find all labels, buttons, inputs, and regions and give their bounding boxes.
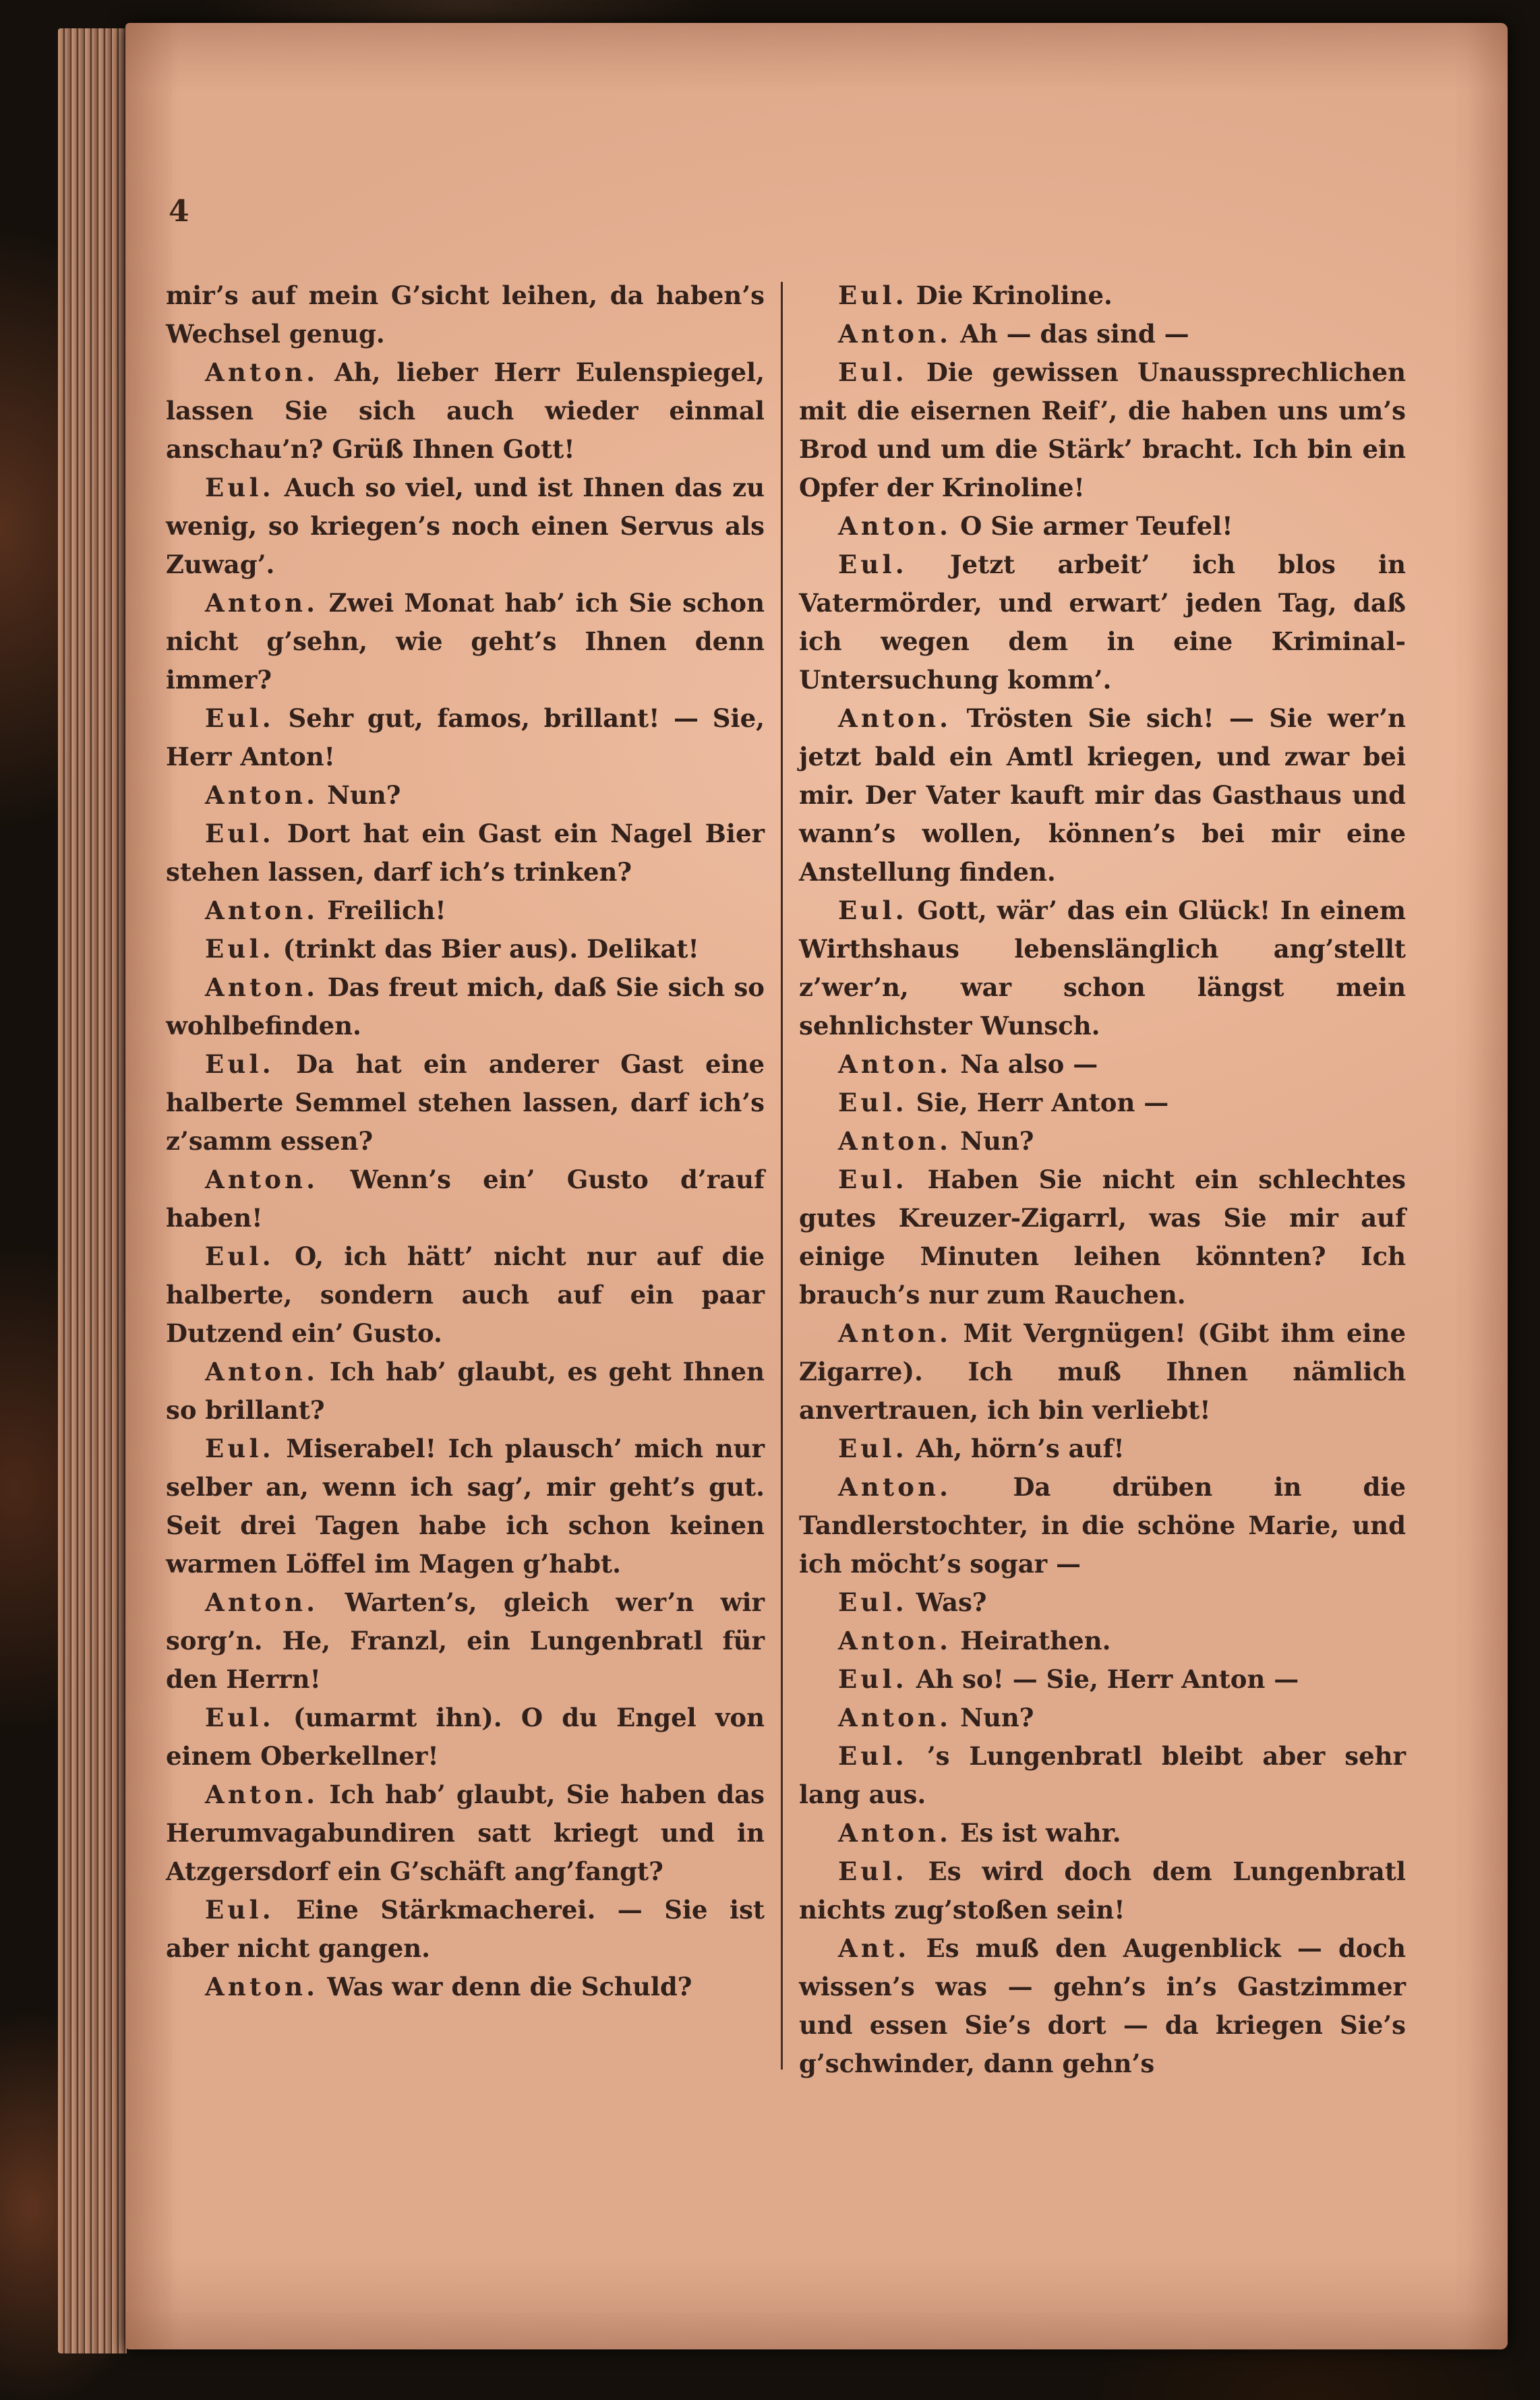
- paragraph: [799, 353, 1406, 507]
- speaker-label: Eul.: [838, 1434, 908, 1463]
- speaker-label: Anton.: [205, 780, 319, 810]
- paragraph-text: O, ich hätt’ nicht nur auf die halberte, sondern auch auf ein paar Dutzend ein’ Gusto.: [166, 1241, 765, 1348]
- speaker-label: Anton.: [205, 896, 319, 925]
- paragraph: [799, 1929, 1406, 2083]
- paragraph: [166, 1353, 765, 1430]
- paragraph-text: Haben Sie nicht ein schlechtes gutes Kreuzer-Zigarrl, was Sie mir auf einige Minuten leihen könnten? Ich brauch’s nur zum Rauchen.: [799, 1165, 1406, 1310]
- speaker-label: Eul.: [838, 1856, 908, 1886]
- paragraph-text: Nun?: [327, 780, 401, 810]
- speaker-label: Eul.: [838, 1165, 908, 1194]
- paragraph-text: Zwei Monat hab’ ich Sie schon nicht g’sehn, wie geht’s Ihnen denn immer?: [166, 588, 765, 695]
- column-divider: [781, 282, 783, 2070]
- speaker-label: Eul.: [838, 1587, 908, 1617]
- paragraph: [799, 1045, 1406, 1084]
- paragraph-text: Ich hab’ glaubt, Sie haben das Herumvagabundiren satt kriegt und in Atzgersdorf ein G’schäft ang’fangt?: [166, 1780, 765, 1886]
- paragraph-text: O Sie armer Teufel!: [960, 511, 1233, 541]
- speaker-label: Eul.: [205, 1434, 274, 1463]
- speaker-label: Ant.: [838, 1933, 910, 1963]
- paragraph: [166, 1430, 765, 1583]
- paragraph: [166, 1161, 765, 1237]
- paragraph-text: Die Krinoline.: [916, 281, 1113, 310]
- paragraph-text: Das freut mich, daß Sie sich so wohlbefinden.: [166, 972, 765, 1041]
- speaker-label: Anton.: [205, 1165, 319, 1194]
- speaker-label: Anton.: [838, 319, 952, 349]
- paragraph: [799, 315, 1406, 353]
- right-text-column: [799, 276, 1406, 2083]
- speaker-label: Eul.: [838, 896, 908, 925]
- paragraph: [799, 1660, 1406, 1699]
- paragraph: [166, 968, 765, 1045]
- paragraph-text: Es wird doch dem Lungenbratl nichts zug’stoßen sein!: [799, 1856, 1406, 1925]
- paragraph-text: Es muß den Augenblick — doch wissen’s was — gehn’s in’s Gastzimmer und essen Sie’s dort — da kriegen Sie’s g’schwinder, dann gehn’s: [799, 1933, 1406, 2078]
- paragraph-text: Trösten Sie sich! — Sie wer’n jetzt bald ein Amtl kriegen, und zwar bei mir. Der Vater kauft mir das Gasthaus und wann’s wollen, können’s bei mir eine Anstellung finden.: [799, 703, 1406, 887]
- paragraph: [799, 1583, 1406, 1622]
- paragraph-text: Warten’s, gleich wer’n wir sorg’n. He, Franzl, ein Lungenbratl für den Herrn!: [166, 1587, 765, 1694]
- paragraph-text: Wenn’s ein’ Gusto d’rauf haben!: [166, 1165, 765, 1233]
- paragraph-text: Jetzt arbeit’ ich blos in Vatermörder, und erwart’ jeden Tag, daß ich wegen dem in eine Kriminal-Untersuchung komm’.: [799, 550, 1406, 695]
- paragraph-text: Die gewissen Unaussprechlichen mit die eisernen Reif’, die haben uns um’s Brod und um die Stärk’ bracht. Ich bin ein Opfer der Krinoline!: [799, 357, 1406, 502]
- paragraph-text: Na also —: [960, 1049, 1098, 1079]
- speaker-label: Anton.: [205, 1587, 319, 1617]
- paragraph: [166, 930, 765, 968]
- paragraph-text: Ah so! — Sie, Herr Anton —: [916, 1664, 1299, 1694]
- paragraph-text: Da hat ein anderer Gast eine halberte Semmel stehen lassen, darf ich’s z’samm essen?: [166, 1049, 765, 1156]
- paragraph-text: Was war denn die Schuld?: [327, 1972, 692, 2001]
- paragraph: [799, 699, 1406, 891]
- text-columns: [166, 276, 1406, 2083]
- speaker-label: Eul.: [205, 819, 274, 848]
- paragraph-text: Es ist wahr.: [960, 1818, 1121, 1848]
- paragraph: [799, 1622, 1406, 1660]
- paragraph: [799, 1814, 1406, 1852]
- paragraph-text: Sie, Herr Anton —: [916, 1088, 1169, 1117]
- paragraph: [799, 546, 1406, 699]
- paragraph-text: Nun?: [960, 1126, 1034, 1156]
- paragraph: [166, 1583, 765, 1699]
- paragraph-text: Sehr gut, famos, brillant! — Sie, Herr Anton!: [166, 703, 765, 771]
- paragraph: [166, 1237, 765, 1353]
- paragraph-text: mir’s auf mein G’sicht leihen, da haben’s Wechsel genug.: [166, 281, 765, 349]
- paragraph: [166, 276, 765, 353]
- paragraph: [166, 1045, 765, 1161]
- speaker-label: Anton.: [205, 1357, 319, 1386]
- paragraph: [166, 1776, 765, 1891]
- speaker-label: Anton.: [205, 357, 319, 387]
- speaker-label: Anton.: [205, 1780, 319, 1809]
- speaker-label: Eul.: [205, 1703, 274, 1732]
- paragraph: [799, 1084, 1406, 1122]
- speaker-label: Eul.: [838, 281, 908, 310]
- paragraph: [166, 584, 765, 699]
- paragraph-text: Miserabel! Ich plausch’ mich nur selber an, wenn ich sag’, mir geht’s gut. Seit drei Tagen habe ich schon keinen warmen Löffel im Magen g’habt.: [166, 1434, 765, 1579]
- paragraph: [799, 1699, 1406, 1737]
- paragraph-text: Mit Vergnügen! (Gibt ihm eine Zigarre). Ich muß Ihnen nämlich anvertrauen, ich bin verliebt!: [799, 1318, 1406, 1425]
- speaker-label: Anton.: [838, 1126, 952, 1156]
- paragraph-text: Eine Stärkmacherei. — Sie ist aber nicht gangen.: [166, 1895, 765, 1963]
- speaker-label: Eul.: [838, 1741, 908, 1771]
- paragraph-text: Ah, lieber Herr Eulenspiegel, lassen Sie sich auch wieder einmal anschau’n? Grüß Ihnen Gott!: [166, 357, 765, 464]
- paragraph-text: Nun?: [960, 1703, 1034, 1732]
- paragraph: [799, 891, 1406, 1045]
- speaker-label: Anton.: [838, 1626, 952, 1656]
- speaker-label: Anton.: [205, 972, 319, 1002]
- paragraph: [166, 1968, 765, 2006]
- speaker-label: Anton.: [205, 588, 319, 618]
- speaker-label: Eul.: [205, 1049, 274, 1079]
- speaker-label: Anton.: [838, 1049, 952, 1079]
- page-number: 4: [169, 194, 189, 229]
- paragraph: [799, 1430, 1406, 1468]
- paragraph-text: Auch so viel, und ist Ihnen das zu wenig, so kriegen’s noch einen Servus als Zuwag’.: [166, 473, 765, 579]
- speaker-label: Anton.: [838, 703, 952, 733]
- speaker-label: Eul.: [205, 1241, 274, 1271]
- paragraph-text: Gott, wär’ das ein Glück! In einem Wirthshaus lebenslänglich ang’stellt z’wer’n, war schon längst mein sehnlichster Wunsch.: [799, 896, 1406, 1041]
- speaker-label: Eul.: [838, 1088, 908, 1117]
- paragraph: [799, 1161, 1406, 1314]
- speaker-label: Anton.: [838, 1472, 952, 1502]
- speaker-label: Anton.: [838, 1818, 952, 1848]
- paragraph: [166, 1699, 765, 1776]
- paragraph-text: (trinkt das Bier aus). Delikat!: [283, 934, 699, 964]
- paragraph: [799, 1468, 1406, 1583]
- paragraph: [166, 353, 765, 469]
- paragraph: [799, 1737, 1406, 1814]
- paragraph: [799, 1122, 1406, 1161]
- speaker-label: Eul.: [205, 1895, 274, 1925]
- paragraph: [166, 815, 765, 891]
- speaker-label: Eul.: [838, 1664, 908, 1694]
- speaker-label: Anton.: [838, 511, 952, 541]
- speaker-label: Eul.: [205, 703, 274, 733]
- paragraph-text: Heirathen.: [960, 1626, 1111, 1656]
- paragraph-text: Ich hab’ glaubt, es geht Ihnen so brillant?: [166, 1357, 765, 1425]
- paragraph-text: Ah, hörn’s auf!: [916, 1434, 1125, 1463]
- left-text-column: [166, 276, 765, 2083]
- speaker-label: Anton.: [838, 1703, 952, 1732]
- paragraph: [799, 1852, 1406, 1929]
- paragraph: [799, 1314, 1406, 1430]
- paragraph: [166, 699, 765, 776]
- speaker-label: Eul.: [205, 934, 274, 964]
- paragraph-text: (umarmt ihn). O du Engel von einem Oberkellner!: [166, 1703, 765, 1771]
- speaker-label: Anton.: [205, 1972, 319, 2001]
- paragraph-text: Freilich!: [327, 896, 446, 925]
- paragraph: [166, 1891, 765, 1968]
- speaker-label: Eul.: [205, 473, 274, 502]
- book-page: [125, 23, 1508, 2349]
- paragraph-text: Ah — das sind —: [960, 319, 1189, 349]
- paragraph-text: ’s Lungenbratl bleibt aber sehr lang aus.: [799, 1741, 1406, 1809]
- paragraph: [799, 507, 1406, 546]
- speaker-label: Eul.: [838, 357, 908, 387]
- paragraph-text: Dort hat ein Gast ein Nagel Bier stehen lassen, darf ich’s trinken?: [166, 819, 765, 887]
- speaker-label: Eul.: [838, 550, 908, 579]
- paragraph-text: Was?: [916, 1587, 987, 1617]
- speaker-label: Anton.: [838, 1318, 952, 1348]
- paragraph-text: Da drüben in die Tandlerstochter, in die schöne Marie, und ich möcht’s sogar —: [799, 1472, 1406, 1579]
- paragraph: [166, 891, 765, 930]
- paragraph: [166, 776, 765, 815]
- stacked-page-edges: [58, 28, 127, 2353]
- paragraph: [166, 469, 765, 584]
- paragraph: [799, 276, 1406, 315]
